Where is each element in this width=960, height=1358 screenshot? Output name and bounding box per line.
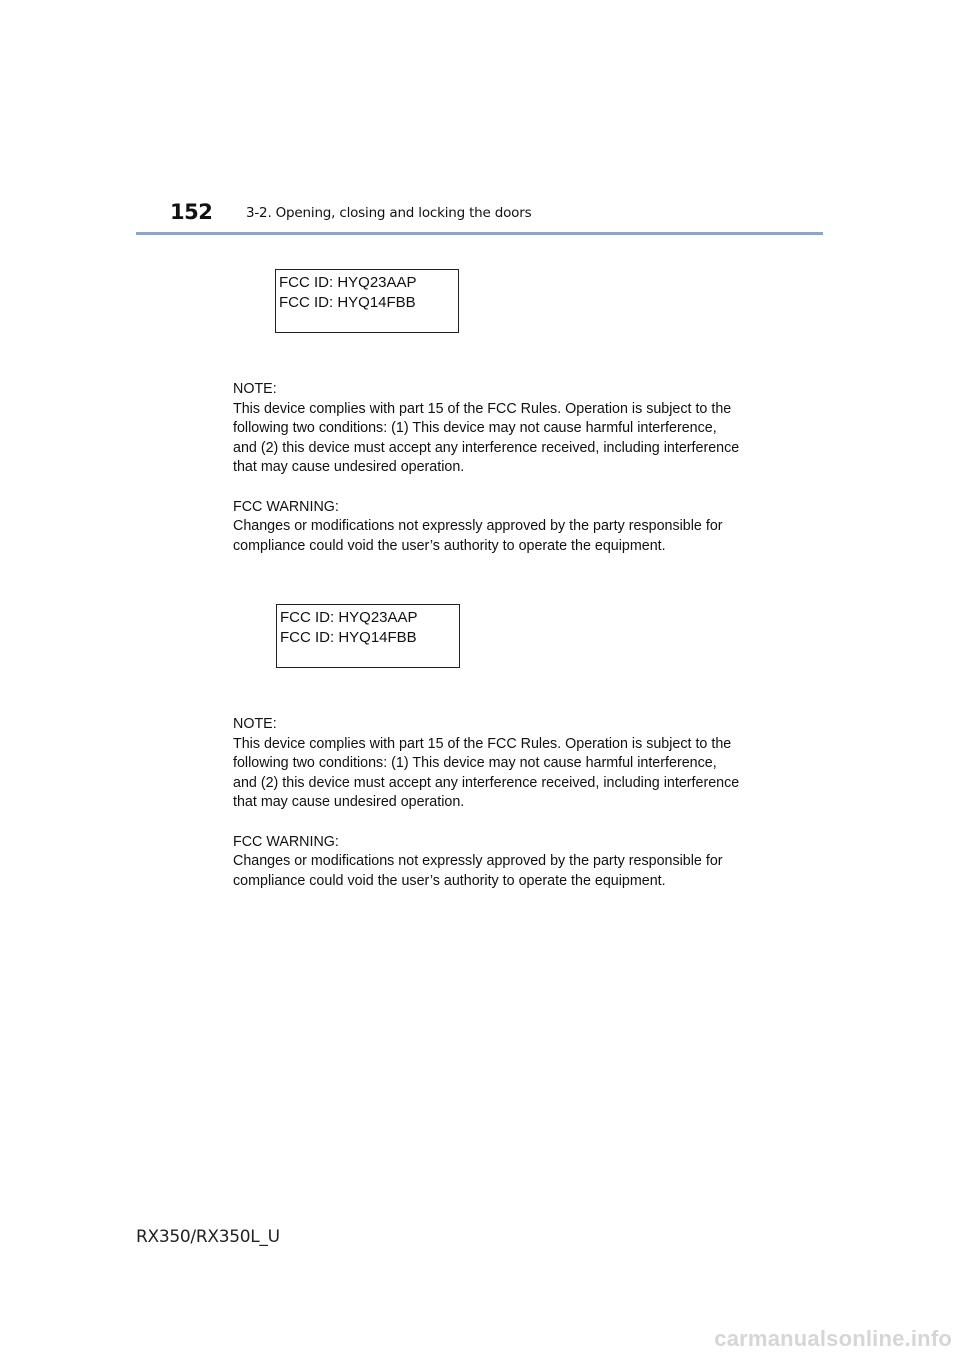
fcc-id-line: FCC ID: HYQ14FBB [280,629,417,646]
footer-model-code: RX350/RX350L_U [136,1227,280,1247]
note-text: This device complies with part 15 of the FCC Rules. Operation is subject to the following two conditions: (1) This device may not cause harmful interference, and (2) this device must accept any interference received, including interference that may cause undesired operation. [233,735,740,811]
warning-text: Changes or modifications not expressly approved by the party responsible for compliance could void the user’s authority to operate the equipment. [233,518,723,554]
fcc-notice [233,715,743,891]
section-title: 3-2. Opening, closing and locking the doors [246,205,532,221]
note-heading: NOTE: [233,381,277,397]
fcc-id-line: FCC ID: HYQ14FBB [279,294,416,311]
note-heading: NOTE: [233,716,277,732]
fcc-id-label-box [276,604,460,668]
warning-text: Changes or modifications not expressly approved by the party responsible for compliance could void the user’s authority to operate the equipment. [233,853,723,889]
fcc-id-line: FCC ID: HYQ23AAP [279,274,417,291]
page-number: 152 [170,200,213,224]
fcc-id-label-box [275,269,459,333]
fcc-id-line: FCC ID: HYQ23AAP [280,609,418,626]
warning-heading: FCC WARNING: [233,498,339,515]
header-rule [136,232,823,235]
fcc-notice [233,380,743,556]
watermark: carmanualsonline.info [714,1326,952,1351]
warning-heading: FCC WARNING: [233,833,339,850]
note-text: This device complies with part 15 of the FCC Rules. Operation is subject to the following two conditions: (1) This device may not cause harmful interference, and (2) this device must accept any interference received, including interference that may cause undesired operation. [233,400,740,476]
